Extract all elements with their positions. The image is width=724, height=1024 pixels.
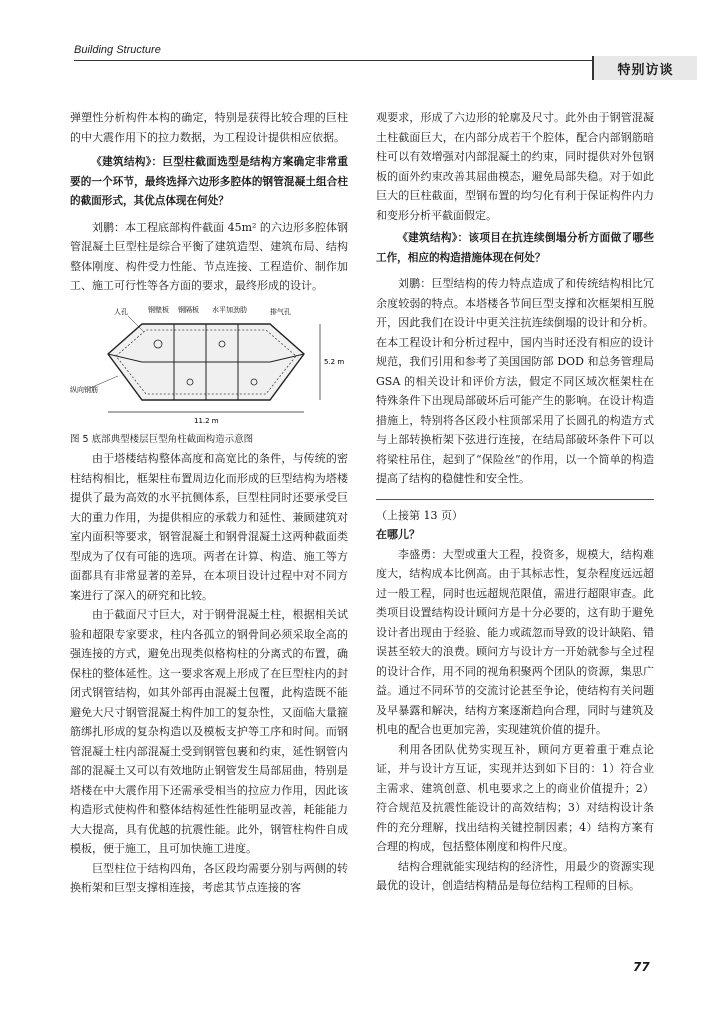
right-column xyxy=(376,108,654,896)
subsection-heading: 在哪儿？ xyxy=(376,528,420,541)
label-stiffener: 水平加劲肋 xyxy=(212,305,247,314)
column-section-figure xyxy=(70,302,348,426)
label-manhole: 人孔 xyxy=(114,307,128,316)
label-steel-wall: 钢壁板 xyxy=(148,305,169,314)
section-tag: 特别访谈 xyxy=(592,56,697,80)
left-paragraph-5: 巨型柱位于结构四角，各区段均需要分别与两侧的转换桁架和巨型支撑相连接，考虑其节点连接的客 xyxy=(70,861,348,894)
left-paragraph-4: 由于截面尺寸巨大，对于钢骨混凝土柱，根据相关试验和超限专家要求，柱内各孤立的钢骨间必须采取全高的强连接的方式，避免出现类似格构柱的分离式的布置，确保柱的整体延性。这一要求客观上形成了在巨型柱内的封闭式钢管结构，如其外部再由混凝土包覆，此构造既不能避免大尺寸钢管混凝土构件加工的复杂性，又面临大量箍筋绑扎形成的复杂构造以及模板支护等工序和时间。而钢管混凝土柱内部混凝土受到钢管包裹和约束，延性钢管内部的混凝土又可以有效地防止钢管发生局部屈曲，特别是塔楼在中大震作用下还需承受相当的拉应力作用，因此该构造形式使构件和整体结构延性性能明显改善，耗能能力大大提高，具有优越的抗震性能。此外，钢管柱构件自成模板，便于施工，且可加快施工进度。 xyxy=(70,608,348,855)
page-number: 77 xyxy=(633,960,650,974)
dimension-height: 5.2 m xyxy=(324,357,345,366)
left-paragraph-1: 弹塑性分析构件本构的确定，特别是获得比较合理的巨柱的中大震作用下的拉力数据，为工程设计提供相应依据。 xyxy=(70,111,348,144)
running-title: Building Structure xyxy=(74,44,161,56)
right-paragraph-3: 李盛勇：大型或重大工程，投资多，规模大，结构难度大，结构成本比例高。由于其标志性，复杂程度远远超过一般工程，同时也远超规范限值，需进行超限审查。此类项目设置结构设计顾问方是十分必要的，这有助于避免设计者出现由于经验、能力或疏忽而导致的设计缺陷、错误甚至较大的浪费。顾问方与设计方一开始就参与全过程的设计合作，用不同的视角积聚两个团队的资源，集思广益。通过不同环节的交流讨论甚至争论，使结构有关问题及早暴露和解决，结构方案逐渐趋向合理，同时与建筑及机电的配合也更加完善，实现建筑价值的提升。 xyxy=(376,547,654,736)
header-rule xyxy=(74,60,650,61)
left-paragraph-3: 由于塔楼结构整体高度和高宽比的条件，与传统的密柱结构相比，框架柱布置周边化而形成的巨型结构为塔楼提供了最为高效的水平抗侧体系，巨型柱同时还要承受巨大的重力作用，为提供相应的承载力和延性、兼顾建筑对室内面积等要求，钢管混凝土和钢骨混凝土这两种截面类型成为了仅有可能的选项。两者在计算、构造、施工等方面都具有非常显著的差异，在本项目设计过程中对不同方案进行了深入的研究和比较。 xyxy=(70,452,348,602)
right-paragraph-5: 结构合理就能实现结构的经济性，用最少的资源实现最优的设计，创造结构精品是每位结构工程师的目标。 xyxy=(376,859,654,892)
left-paragraph-2: 刘鹏：本工程底部构件截面 45m² 的六边形多腔体钢管混凝土巨型柱是综合平衡了建筑造型、建筑布局、结构整体刚度、构件受力性能、节点连接、工程造价、制作加工、施工可行性等各方面的要求，最终形成的设计。 xyxy=(70,220,348,292)
interview-question-2: 《建筑结构》：该项目在抗连续倒塌分析方面做了哪些工作，相应的构造措施体现在何处？ xyxy=(376,232,654,264)
label-vent-hole: 排气孔 xyxy=(270,307,291,316)
continued-from-label: （上接第 13 页） xyxy=(376,508,463,522)
left-column xyxy=(70,108,348,898)
interview-question-1: 《建筑结构》：巨型柱截面选型是结构方案确定非常重要的一个环节，最终选择六边形多腔体的钢管混凝土组合柱的截面形式，其优点体现在何处？ xyxy=(70,156,348,207)
label-steel-tube: 钢隔板 xyxy=(178,305,199,314)
right-paragraph-4: 利用各团队优势实现互补，顾问方更着重于难点论证，并与设计方互证，实现并达到如下目的：1）符合业主需求、建筑创意、机电要求之上的商业价值提升；2）符合规范及抗震性能设计的高效结构；3）对结构设计条件的充分理解，找出结构关键控制因素；4）结构方案有合理的构成，包括整体刚度和构件尺度。 xyxy=(376,742,654,853)
label-longitudinal-rebar: 纵向钢筋 xyxy=(70,385,98,394)
hexagon-column-diagram xyxy=(70,302,348,426)
right-paragraph-2: 刘鹏：巨型结构的传力特点造成了和传统结构相比冗余度较弱的特点。本塔楼各节间巨型支撑和次框架相互脱开，因此我们在设计中更关注抗连续倒塌的设计和分析。在本工程设计和分析过程中，国内当时还没有相应的设计规范，我们引用和参考了美国国防部 DOD 和总务管理局 GSA 的相关设计和评价方法，假定不同区域次框架柱在特殊条件下出现局部破坏后可能产生的影响。在设计构造措施上，特别将各区段小柱顶部采用了长圆孔的构造方式与上部转换桁架下弦进行连接，在结局部破坏条件下可以将梁柱吊住，起到了“保险丝”的作用，以一个简单的构造提高了结构的稳健性和安全性。 xyxy=(376,277,654,485)
figure-caption: 图 5 底部典型楼层巨型角柱截面构造示意图 xyxy=(70,433,254,445)
dimension-width: 11.2 m xyxy=(194,416,219,425)
article-separator xyxy=(376,499,654,500)
right-paragraph-1: 观要求，形成了六边形的轮廓及尺寸。此外由于钢管混凝土柱截面巨大，在内部分成若干个腔体，配合内部钢筋暗柱可以有效增强对内部混凝土的约束，同时提供对外包钢板的面外约束改善其屈曲模态，避免局部失稳。对于如此巨大的巨柱截面，型钢布置的均匀化有利于保证构件内力和变形分析平截面假定。 xyxy=(376,111,654,222)
